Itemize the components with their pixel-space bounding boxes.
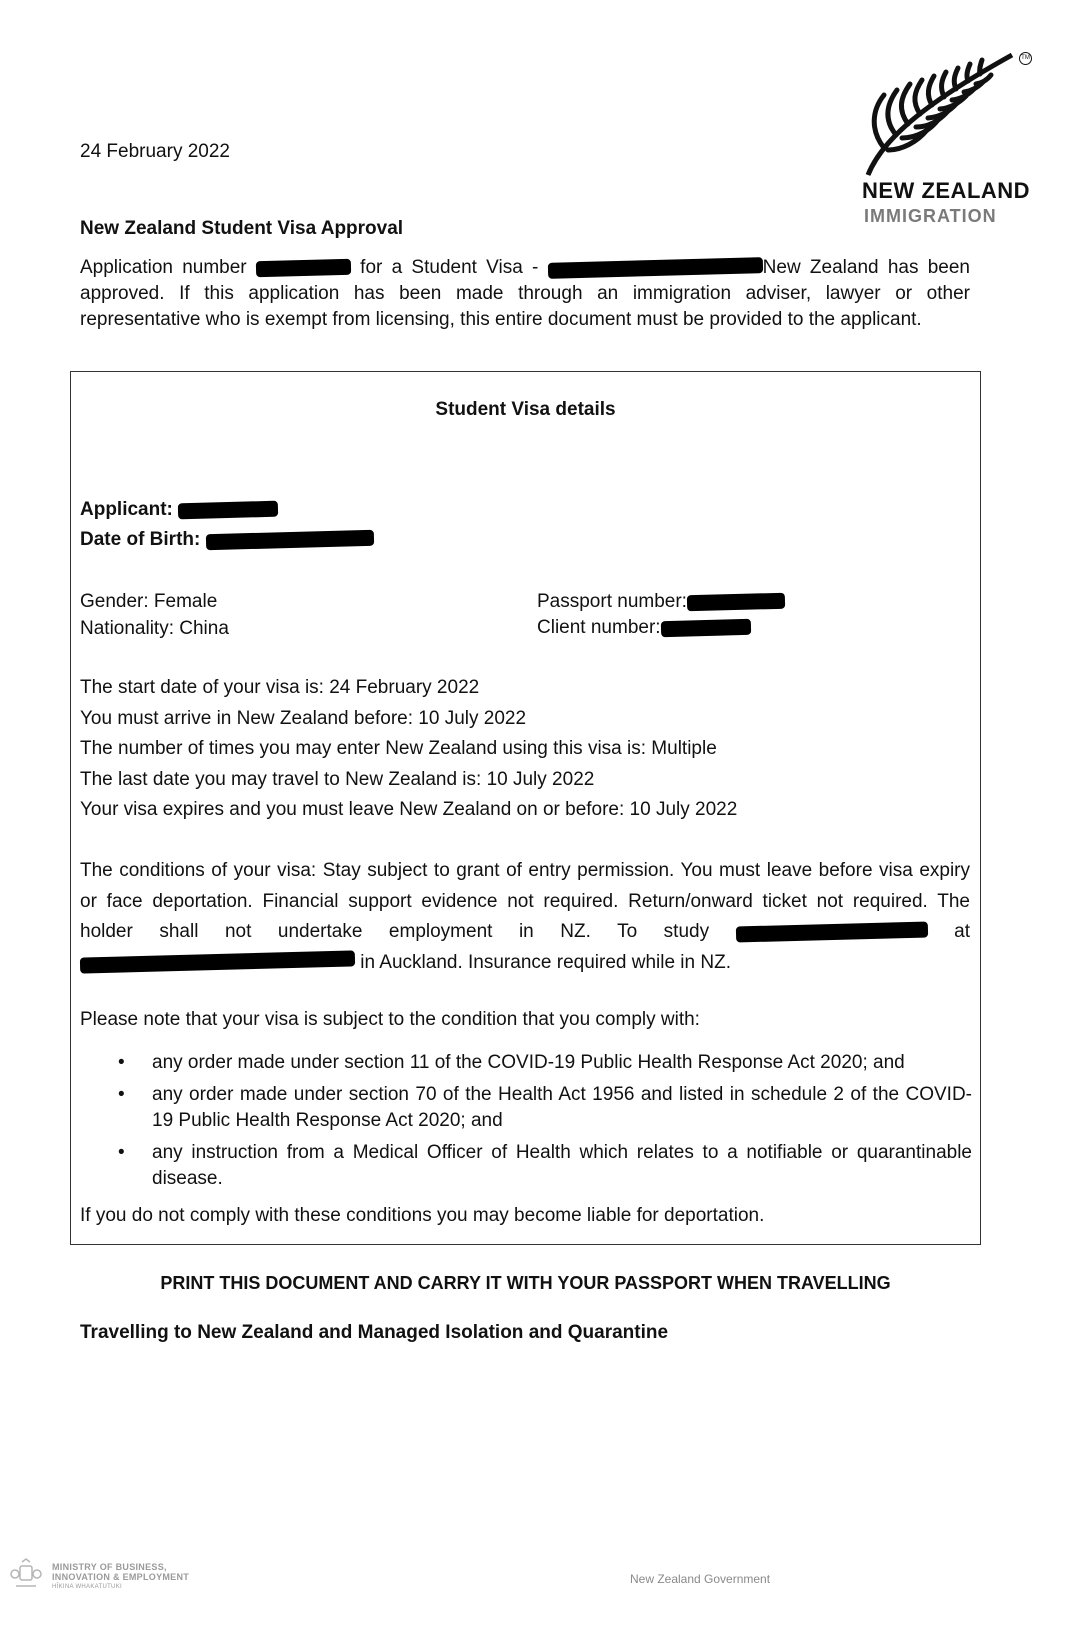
conditions-text-2: at bbox=[954, 921, 970, 942]
travel-heading: Travelling to New Zealand and Managed Isolation and Quarantine bbox=[80, 1322, 669, 1343]
bullet-item bbox=[80, 1140, 972, 1192]
dob-label: Date of Birth: bbox=[80, 529, 201, 550]
intro-paragraph bbox=[80, 255, 970, 333]
redacted-date-of-birth bbox=[205, 530, 373, 550]
nz-immigration-logo bbox=[862, 50, 1032, 230]
nationality-field: Nationality: China bbox=[80, 618, 229, 639]
visa-expiry-date: Your visa expires and you must leave New Zealand on or before: 10 July 2022 bbox=[80, 799, 738, 820]
deportation-warning: If you do not comply with these conditions you may become liable for deportation. bbox=[80, 1205, 765, 1226]
dob-row bbox=[80, 527, 374, 553]
mbie-footer-logo bbox=[8, 1556, 248, 1596]
compliance-bullets bbox=[80, 1050, 972, 1198]
bullet-symbol: • bbox=[118, 1052, 125, 1073]
last-travel-date: The last date you may travel to New Zealand is: 10 July 2022 bbox=[80, 768, 595, 790]
visa-dates-list bbox=[80, 673, 737, 826]
bullet-item bbox=[80, 1082, 972, 1134]
redacted-client-number bbox=[660, 619, 750, 637]
intro-text-1: Application number bbox=[80, 257, 247, 278]
client-label: Client number: bbox=[537, 617, 661, 638]
silver-fern-icon bbox=[862, 50, 1022, 180]
details-heading: Student Visa details bbox=[435, 399, 616, 420]
conditions-text-3: in Auckland. Insurance required while in NZ. bbox=[360, 951, 731, 973]
letter-date: 24 February 2022 bbox=[80, 141, 230, 162]
applicant-label: Applicant: bbox=[80, 499, 173, 520]
intro-text-3: New Zealand has been approved. If this application has been made through an immigration adviser, lawyer or other representative who is exempt from licensing, this entire document must be provided to the applicant. bbox=[80, 257, 971, 330]
visa-conditions-paragraph bbox=[80, 856, 970, 978]
arrival-deadline: You must arrive in New Zealand before: 10 July 2022 bbox=[80, 707, 527, 729]
bullet-text: any instruction from a Medical Officer of Health which relates to a notifiable or quarantinable disease. bbox=[152, 1142, 972, 1189]
bullet-text: any order made under section 11 of the COVID-19 Public Health Response Act 2020; and bbox=[152, 1052, 905, 1073]
bullet-text: any order made under section 70 of the Health Act 1956 and listed in schedule 2 of the COVID-19 Public Health Response Act 2020; and bbox=[152, 1084, 972, 1131]
mbie-line-1: MINISTRY OF BUSINESS, bbox=[52, 1562, 167, 1572]
visa-start-date: The start date of your visa is: 24 February 2022 bbox=[80, 677, 480, 698]
logo-text-new-zealand: NEW ZEALAND bbox=[862, 178, 1031, 203]
bullet-symbol: • bbox=[118, 1142, 125, 1163]
letter-subject: New Zealand Student Visa Approval bbox=[80, 218, 404, 239]
passport-label: Passport number: bbox=[537, 591, 687, 612]
redacted-passport-number bbox=[687, 593, 785, 612]
intro-text-2: for a Student Visa - bbox=[360, 257, 539, 278]
entry-count: The number of times you may enter New Zealand using this visa is: Multiple bbox=[80, 738, 717, 759]
conditions-text-1: The conditions of your visa: Stay subject to grant of entry permission. You must leave before visa expiry or face deportation. Financial support evidence not required. Return/onward ticket not required. The holder shall not undertake employment in NZ. To study bbox=[80, 860, 970, 942]
bullet-item bbox=[80, 1050, 972, 1076]
redacted-institution-name bbox=[80, 951, 355, 974]
redacted-course-name bbox=[735, 921, 927, 942]
mbie-line-2: INNOVATION & EMPLOYMENT bbox=[52, 1572, 190, 1582]
applicant-row bbox=[80, 497, 278, 523]
mbie-text bbox=[52, 1562, 189, 1592]
mbie-line-3: HĪKINA WHAKATUTUKI bbox=[52, 1584, 122, 1590]
redacted-application-number bbox=[256, 259, 351, 277]
bullet-symbol: • bbox=[118, 1084, 125, 1105]
redacted-visa-category bbox=[547, 257, 762, 279]
passport-row bbox=[537, 589, 785, 615]
print-notice: PRINT THIS DOCUMENT AND CARRY IT WITH YOUR PASSPORT WHEN TRAVELLING bbox=[160, 1273, 891, 1293]
trademark-symbol: TM bbox=[1019, 52, 1032, 65]
nz-coat-of-arms-icon bbox=[8, 1556, 44, 1592]
compliance-note: Please note that your visa is subject to the condition that you comply with: bbox=[80, 1009, 700, 1030]
nz-government-logo: New Zealand Government bbox=[630, 1572, 771, 1586]
logo-text-immigration: IMMIGRATION bbox=[864, 206, 997, 226]
redacted-applicant-name bbox=[178, 501, 278, 520]
gender-field: Gender: Female bbox=[80, 591, 218, 612]
client-row bbox=[537, 615, 751, 641]
